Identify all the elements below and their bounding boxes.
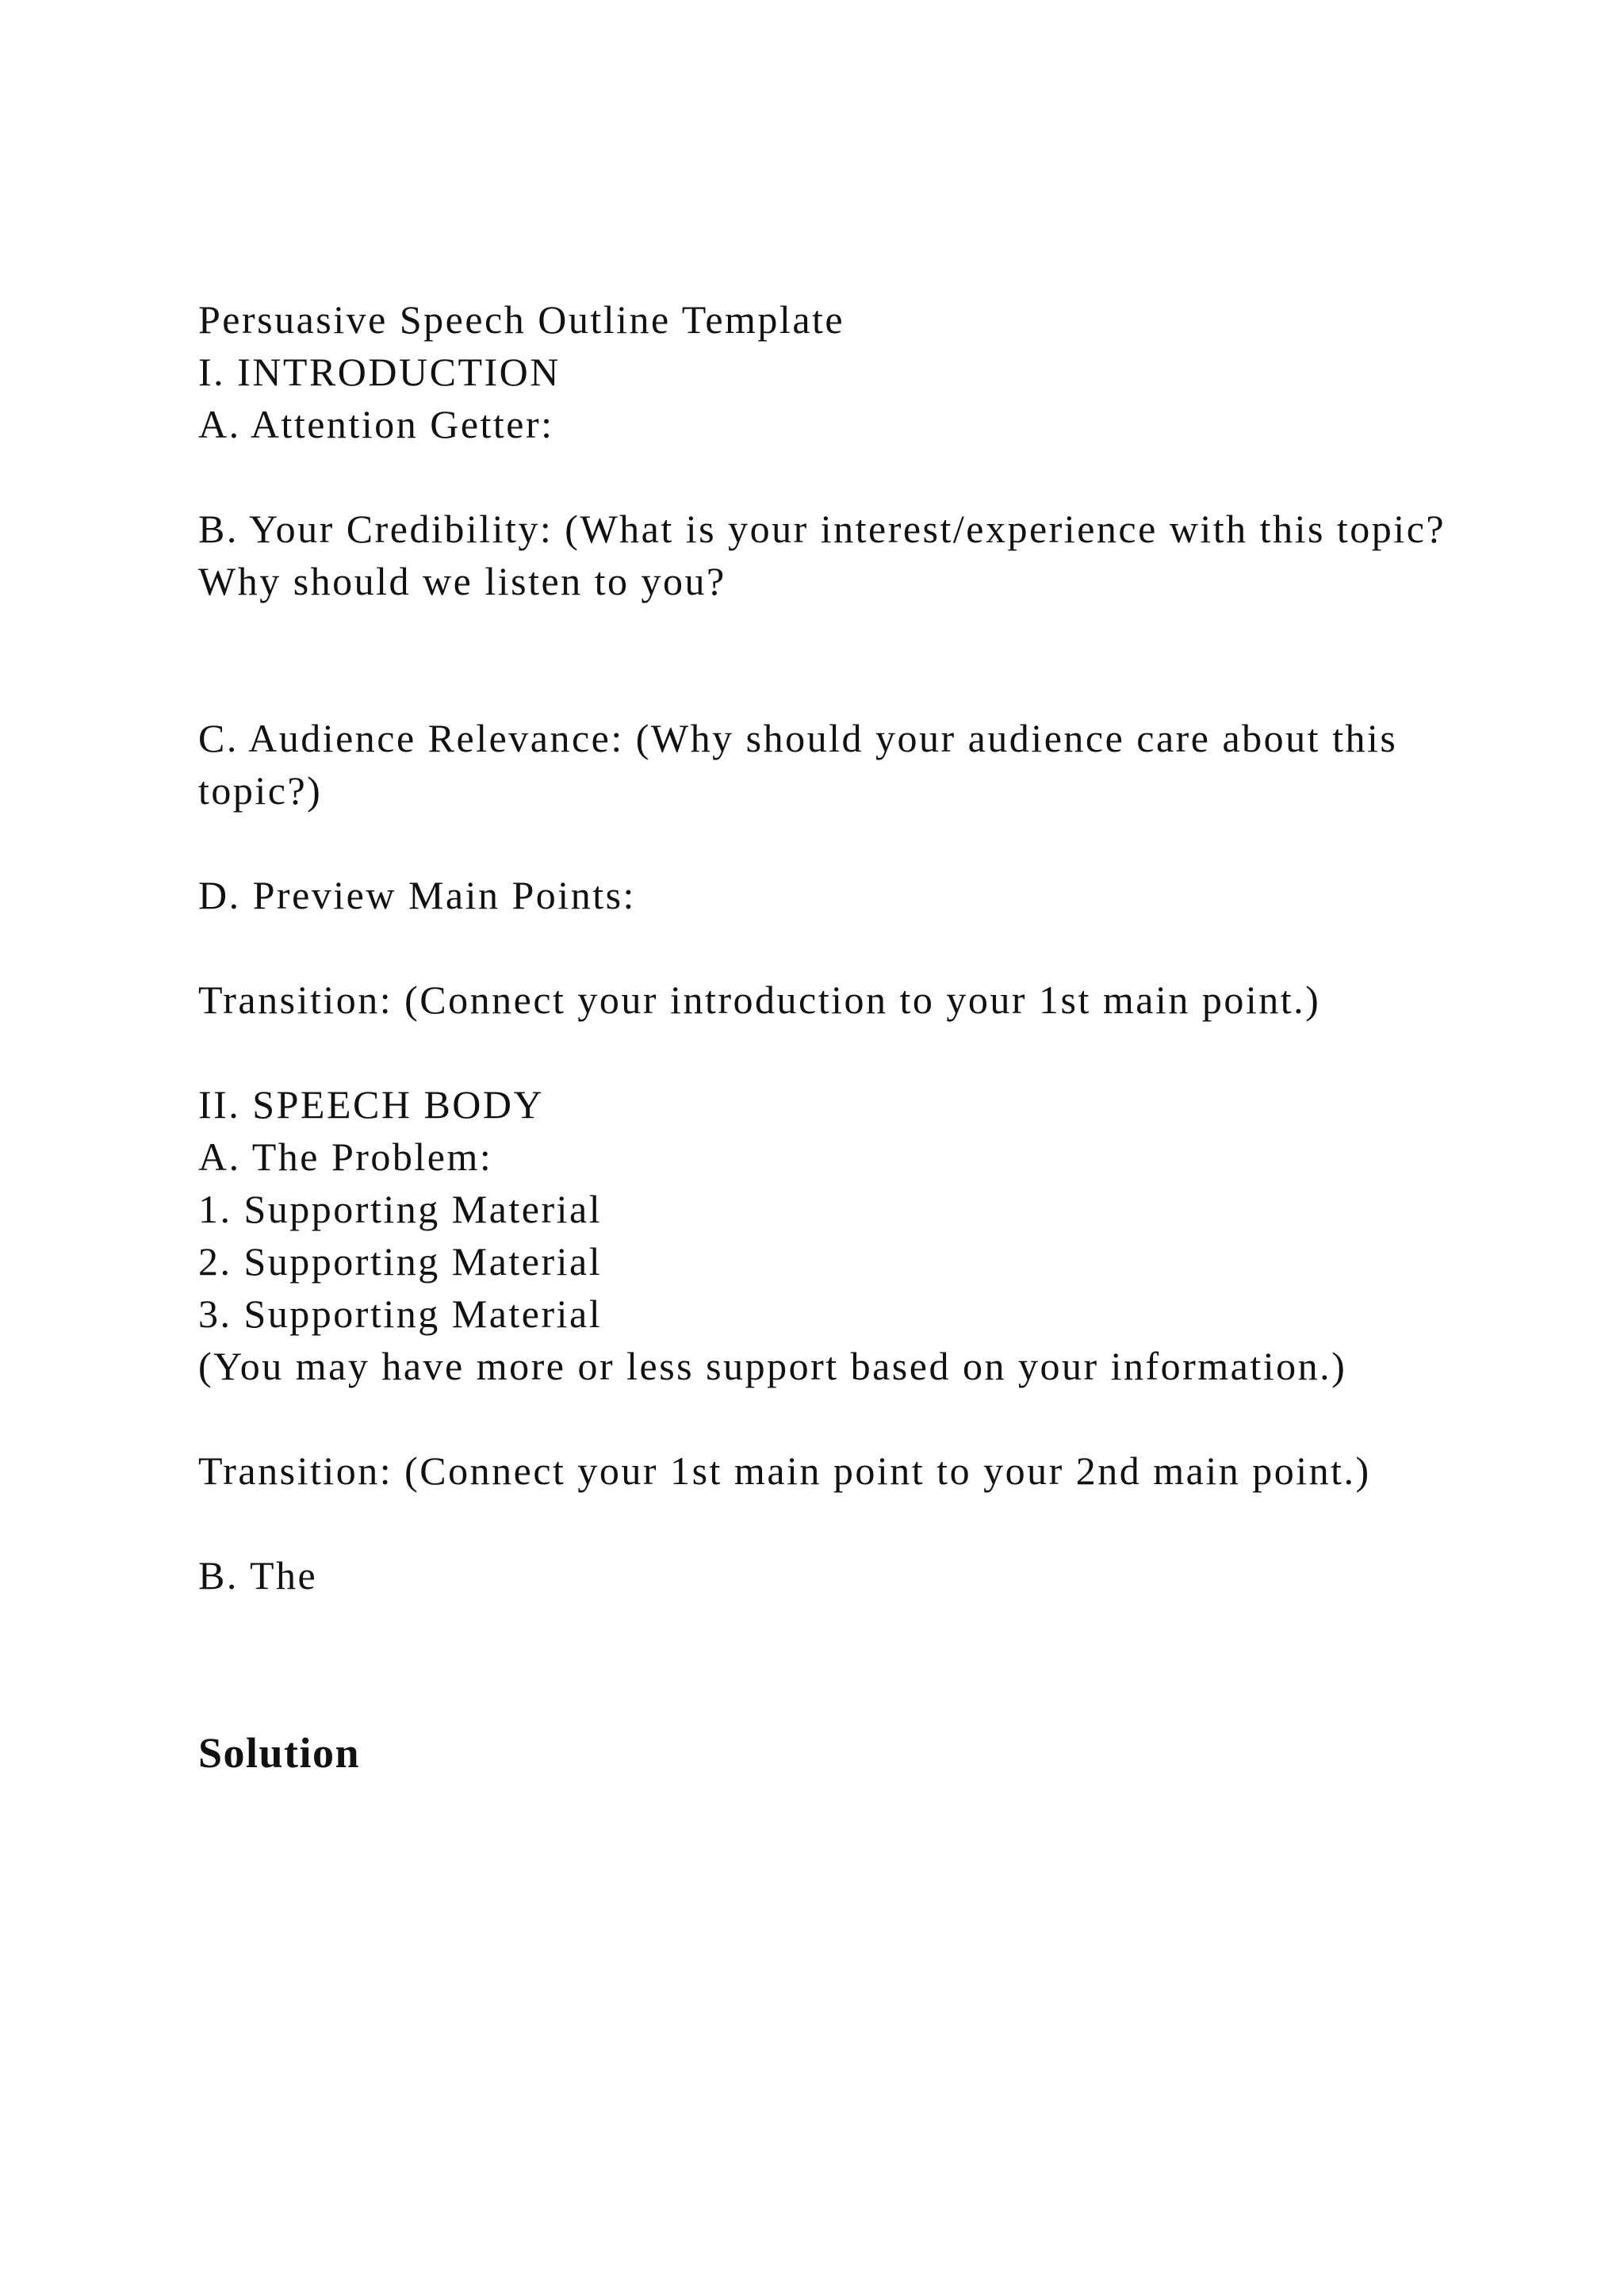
supporting-material-1: 1. Supporting Material (198, 1187, 603, 1231)
credibility-item: B. Your Credibility: (What is your interest/experience with this topic? Why should we listen to you? (198, 507, 1469, 603)
transition-main-points: Transition: (Connect your 1st main point to your 2nd main point.) (198, 1448, 1371, 1493)
support-note: (You may have more or less support based on your information.) (198, 1344, 1347, 1388)
solution-heading: Solution (198, 1729, 361, 1777)
introduction-heading: I. INTRODUCTION (198, 350, 561, 394)
outline-content (198, 293, 1507, 1779)
transition-intro: Transition: (Connect your introduction to your 1st main point.) (198, 978, 1321, 1022)
supporting-material-3: 3. Supporting Material (198, 1292, 603, 1336)
section-b: B. The (198, 1553, 318, 1598)
audience-relevance-item: C. Audience Relevance: (Why should your audience care about this topic?) (198, 716, 1410, 813)
attention-getter: A. Attention Getter: (198, 402, 554, 446)
speech-body-heading: II. SPEECH BODY (198, 1082, 545, 1127)
preview-main-points: D. Preview Main Points: (198, 873, 636, 917)
document-title: Persuasive Speech Outline Template (198, 297, 845, 342)
supporting-material-2: 2. Supporting Material (198, 1239, 603, 1284)
problem-item: A. The Problem: (198, 1135, 493, 1179)
